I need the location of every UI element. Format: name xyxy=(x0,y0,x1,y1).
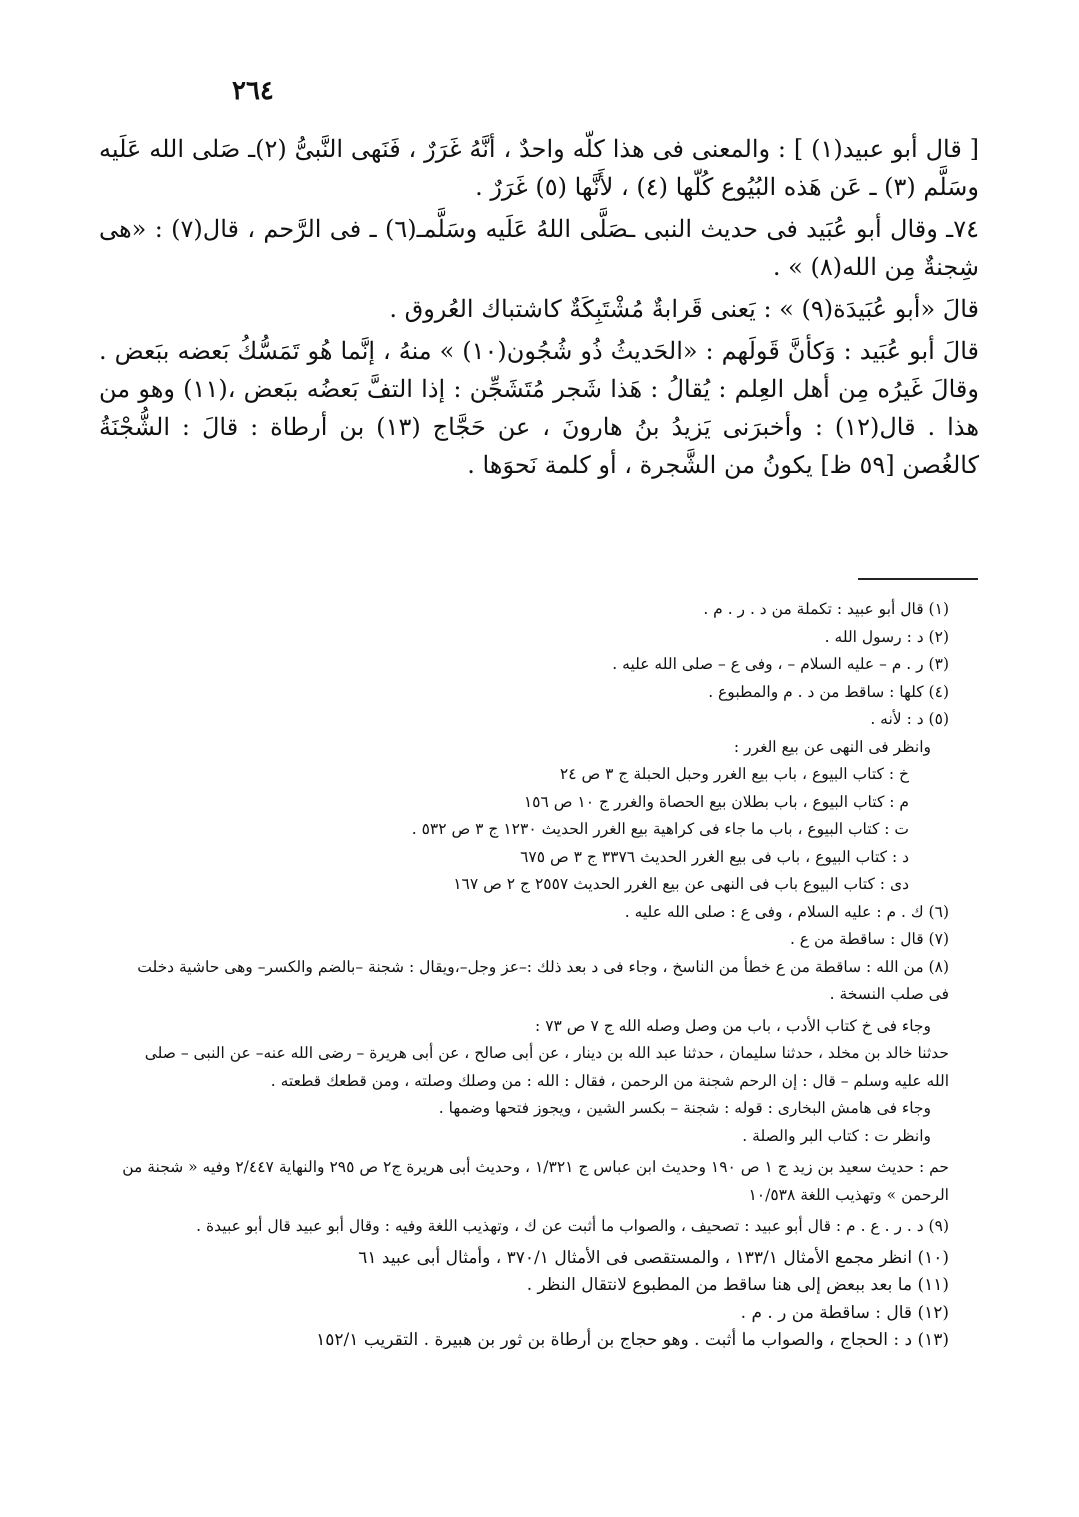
footnote: (١٢) قال : ساقطة من ر . م . xyxy=(740,1302,949,1323)
footnote-note: وجاء فى خ كتاب الأدب ، باب من وصل وصله الله ج ٧ ص ٧٣ : xyxy=(535,1016,931,1035)
main-paragraph: ٧٤ـ وقال أبو عُبَيد فى حديث النبى ـصَلَّى اللهُ عَلَيه وسَلَّمـ(٦) ـ فى الرَّحم ، قال(٧) : «هى شِجنةٌ مِن الله(٨) » . xyxy=(99,215,979,281)
footnote: (٨) من الله : ساقطة من ع خطأ من الناسخ ، وجاء فى د بعد ذلك :–عز وجل–،ويقال : شجنة –بالضم والكسر– وهى حاشية دخلت فى صلب النسخة . xyxy=(137,957,949,1003)
footnote: (٤) كلها : ساقط من د . م والمطبوع . xyxy=(708,682,949,701)
footnote-note: وجاء فى هامش البخارى : قوله : شجنة – بكسر الشين ، ويجوز فتحها وضمها . xyxy=(438,1099,931,1117)
page-number: ٢٦٤ xyxy=(232,76,274,106)
main-paragraph: قالَ أبو عُبَيد : وَكأنَّ قَولَهم : «الحَديثُ ذُو شُجُون(١٠) » منهُ ، إنَّما هُو تَمَسُّكُ بَعضه ببَعض . وقالَ غَيرُه مِن أهل العِلم : يُقالُ : هَذا شَجر مُتَشَجِّن : إذا التفَّ بَعضُه ببَعض ،(١١) وهو من هذا . قال(١٢) : وأخبرَنى يَزيدُ بنُ هارونَ ، عن حَجَّاج (١٣) بن أرطاة : قالَ : الشُّجْنَةُ كالغُصن [٥٩ ظ] يكونُ من الشَّجرة ، أو كلمة نَحوَها . xyxy=(99,337,980,479)
footnote: (٢) د : رسول الله . xyxy=(824,627,949,646)
reference-line: دى : كتاب البيوع باب فى النهى عن بيع الغرر الحديث ٢٥٥٧ ج ٢ ص ١٦٧ xyxy=(453,875,909,893)
reference-line: د : كتاب البيوع ، باب فى بيع الغرر الحديث ٣٣٧٦ ج ٣ ص ٦٧٥ xyxy=(520,847,909,866)
footnote-note: حم : حديث سعيد بن زيد ج ١ ص ١٩٠ وحديث ابن عباس ج ١/٣٢١ ، وحديث أبى هريرة ج٢ ص ٢٩٥ والنهاية ٢/٤٤٧ وفيه « شجنة من الرحمن » وتهذيب اللغة ١٠/٥٣٨ xyxy=(122,1158,949,1204)
main-text-block xyxy=(99,130,979,488)
footnotes-block xyxy=(119,596,949,1355)
main-paragraph: [ قال أبو عبيد(١) ] : والمعنى فى هذا كلّه واحدٌ ، أنَّهُ غَرَرٌ ، فَنَهى النَّبىُّ (٢)ـ صَلى الله عَلَيه وسَلَّم (٣) ـ عَن هَذه البُيُوع كُلّها (٤) ، لأَنَّها (٥) غَرَرٌ . xyxy=(99,135,980,201)
footnote: (١٣) د : الحجاج ، والصواب ما أثبت . وهو حجاج بن أرطاة بن ثور بن هبيرة . التقريب ١٥٢/١ xyxy=(316,1330,949,1350)
main-paragraph: قالَ «أبو عُبَيدَة(٩) » : يَعنى قَرابةٌ مُشْتَبِكَةٌ كاشتباك العُروق . xyxy=(389,295,979,323)
reference-line: ت : كتاب البيوع ، باب ما جاء فى كراهية بيع الغرر الحديث ١٢٣٠ ج ٣ ص ٥٣٢ . xyxy=(411,820,909,838)
footnote: (٥) د : لأنه . xyxy=(870,710,949,728)
footnote: (٣) ر . م – عليه السلام – ، وفى ع – صلى الله عليه . xyxy=(612,655,949,673)
footnote: (٦) ك . م : عليه السلام ، وفى ع : صلى الله عليه . xyxy=(624,902,949,921)
footnote: (١٠) انظر مجمع الأمثال ١٣٣/١ ، والمستقصى فى الأمثال ٣٧٠/١ ، وأمثال أبى عبيد ٦١ xyxy=(358,1247,949,1268)
footnote-note: وانظر فى النهى عن بيع الغرر : xyxy=(733,737,931,756)
footnote: (٩) د . ر . ع . م : قال أبو عبيد : تصحيف ، والصواب ما أثبت عن ك ، وتهذيب اللغة وفيه : وقال أبو عبيد قال أبو عبيدة . xyxy=(196,1217,949,1235)
footnote: (١) قال أبو عبيد : تكملة من د . ر . م . xyxy=(703,600,949,618)
footnote-note: وانظر ت : كتاب البر والصلة . xyxy=(742,1126,931,1145)
footnote: (١١) ما بعد ببعض إلى هنا ساقط من المطبوع لانتقال النظر . xyxy=(526,1275,949,1295)
reference-line: خ : كتاب البيوع ، باب بيع الغرر وحبل الحبلة ج ٣ ص ٢٤ xyxy=(559,765,909,783)
footnote-note: حدثنا خالد بن مخلد ، حدثنا سليمان ، حدثنا عبد الله بن دينار ، عن أبى صالح ، عن أبى هريرة – رضى الله عنه– عن النبى – صلى الله عليه وسلم – قال : إن الرحم شجنة من الرحمن ، فقال : الله : من وصلك وصلته ، ومن قطعك قطعته . xyxy=(144,1044,949,1090)
footnote-separator xyxy=(858,578,978,580)
footnote: (٧) قال : ساقطة من ع . xyxy=(789,930,949,948)
reference-line: م : كتاب البيوع ، باب بطلان بيع الحصاة والغرر ج ١٠ ص ١٥٦ xyxy=(523,792,909,811)
